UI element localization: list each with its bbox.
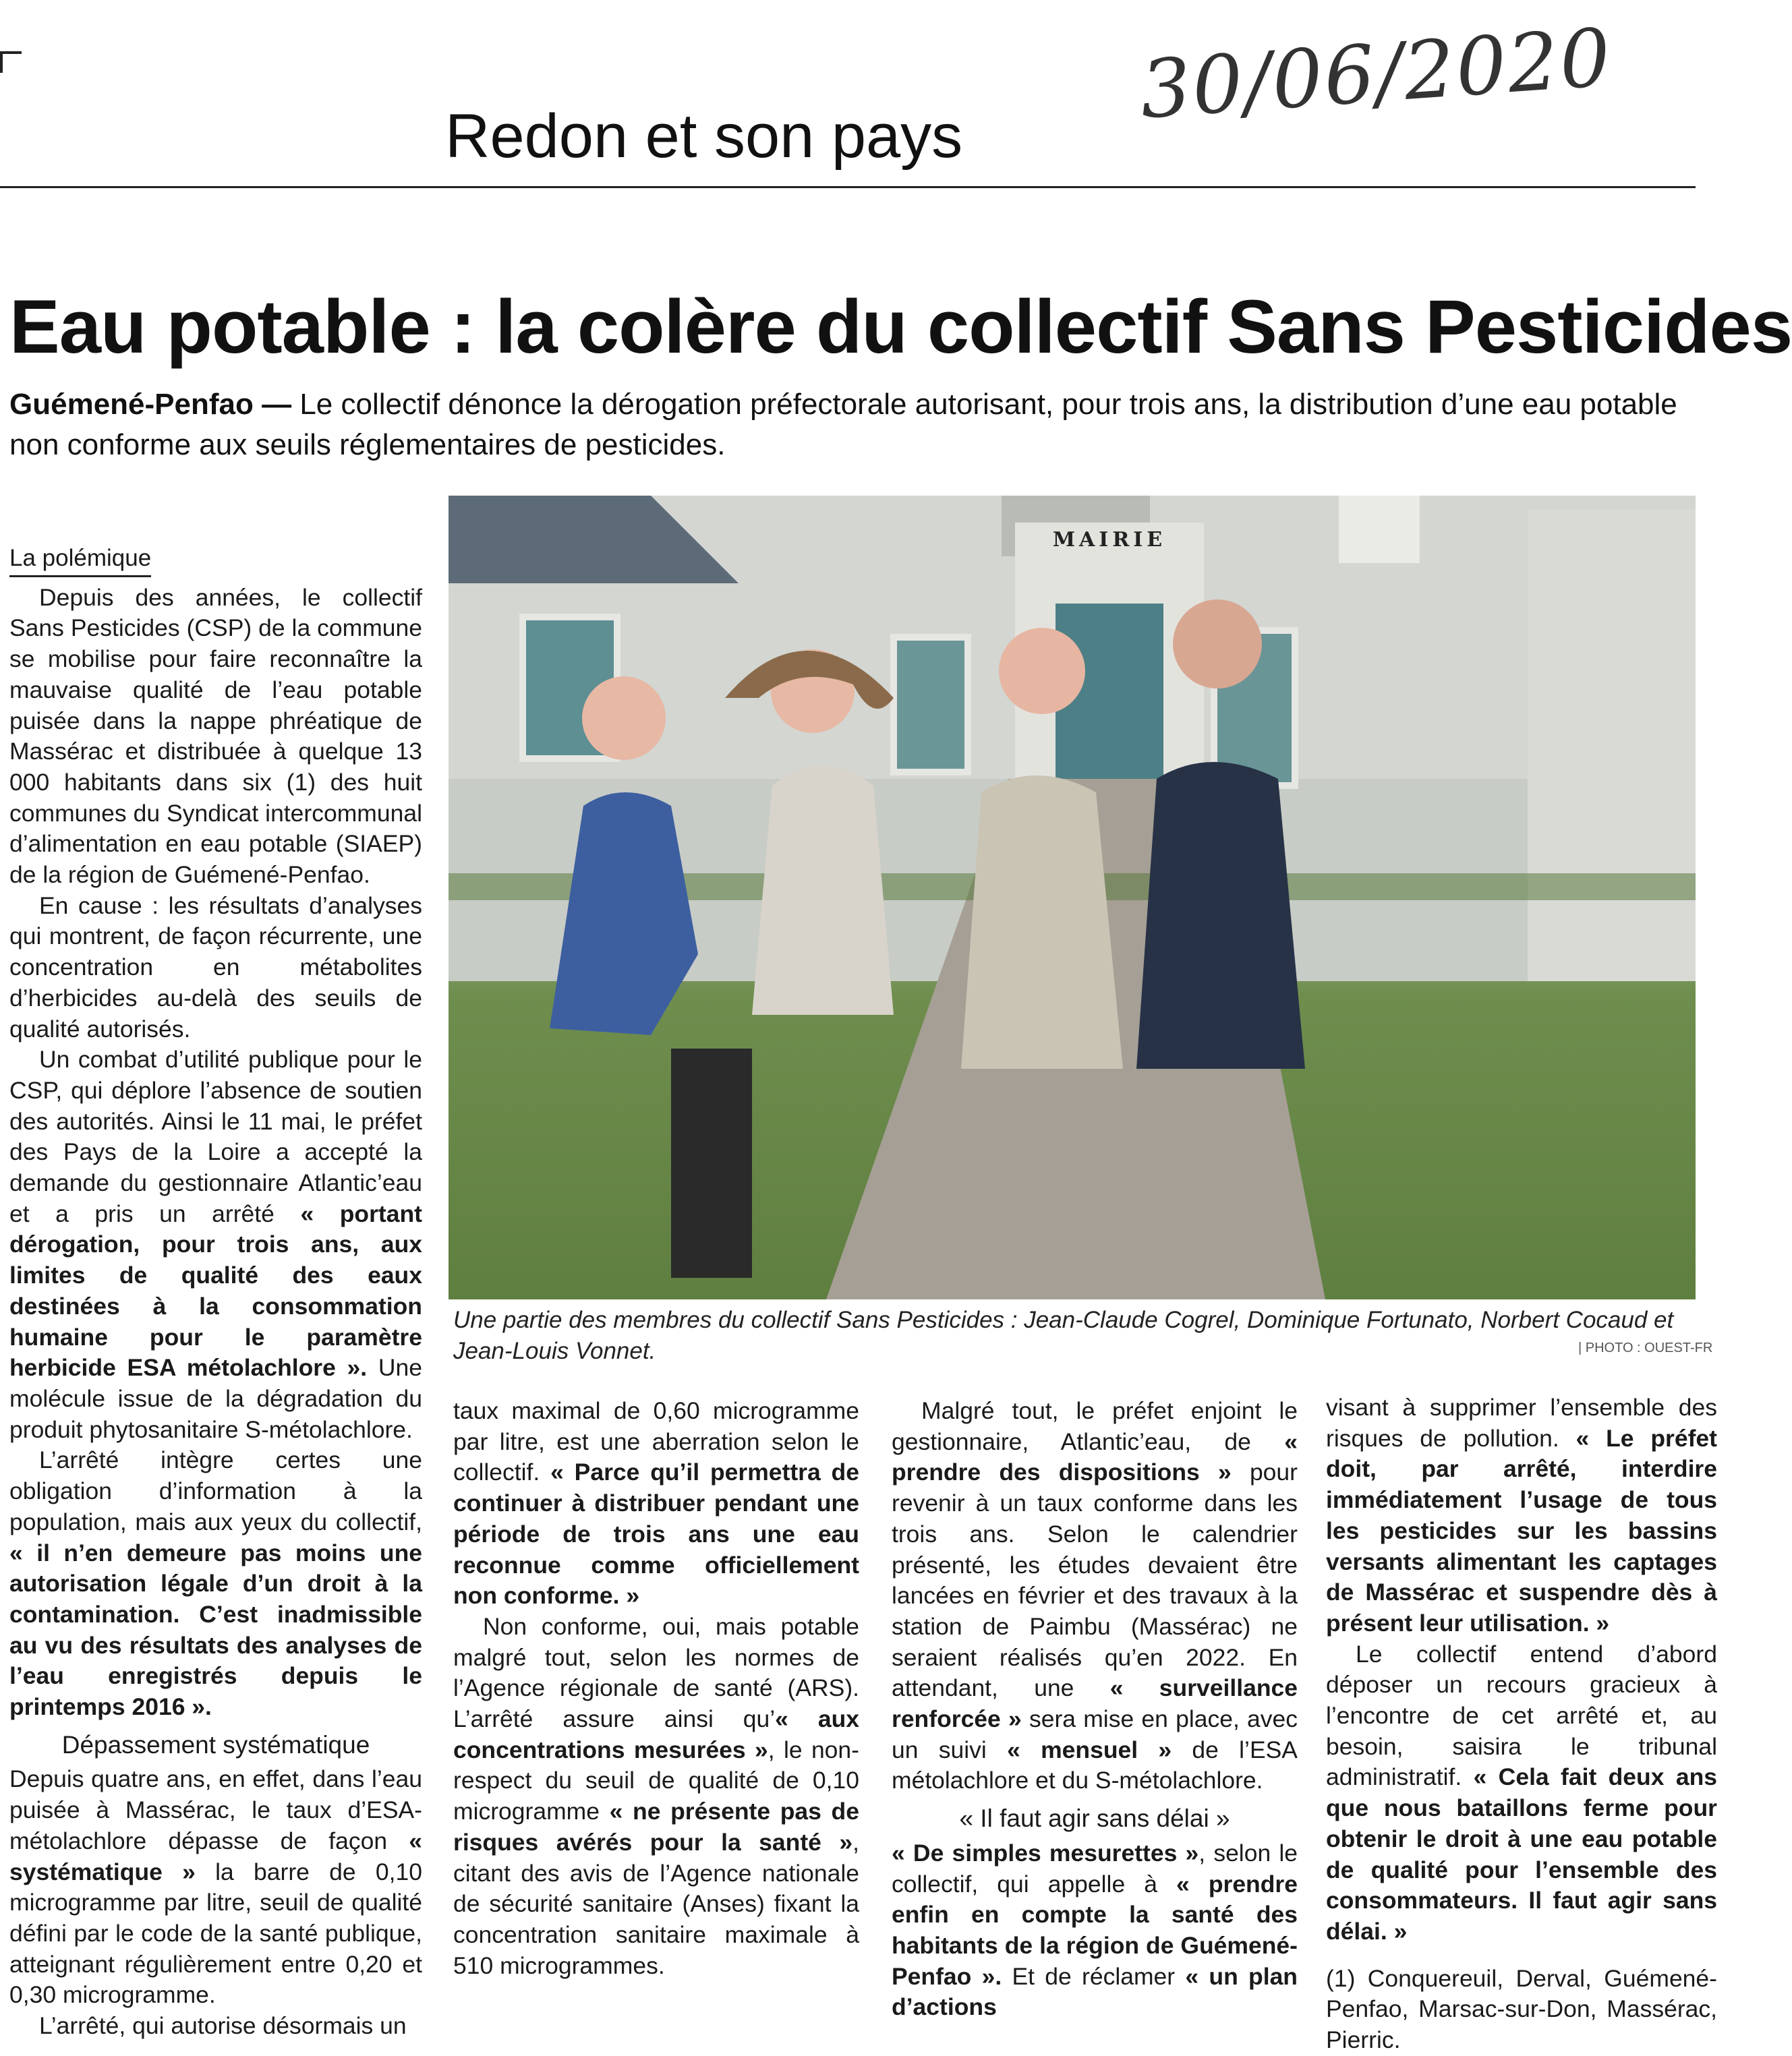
article-headline: Eau potable : la colère du collectif Sans Pesticides <box>9 285 1792 369</box>
article-lede <box>9 384 1682 465</box>
paragraph: visant à supprimer l’ensemble des risques de pollution. « Le préfet doit, par arrêté, interdire immédiatement l’usage de tous les pesticides sur les bassins versants alimentant les captages de Massérac et suspendre dès à présent leur utilisation. » <box>1326 1394 1717 1637</box>
photo-caption: Une partie des membres du collectif Sans Pesticides : Jean-Claude Cogrel, Dominique Fortunato, Norbert Cocaud et Jean-Louis Vonnet. <box>453 1307 1674 1364</box>
kicker-label: La polémique <box>9 543 151 577</box>
paragraph: Depuis quatre ans, en effet, dans l’eau puisée à Massérac, le taux d’ESA-métolachlore dépasse de façon « systématique » la barre de 0,10 microgramme par litre, seuil de qualité défini par le code de la santé publique, atteignant régulièrement entre 0,20 et 0,30 microgramme. <box>9 1765 422 2009</box>
article-photo <box>449 496 1696 1299</box>
paragraph: Depuis des années, le collectif Sans Pesticides (CSP) de la commune se mobilise pour faire reconnaître la mauvaise qualité de l’eau potable puisée dans la nappe phréatique de Massérac et distribuée à quelque 13 000 habitants dans six (1) des huit communes du Syndicat intercommunal d’alimentation en eau potable (SIAEP) de la région de Guémené-Penfao. <box>9 583 422 889</box>
subheading: Dépassement systématique <box>61 1730 370 1759</box>
mairie-sign: MAIRIE <box>1052 528 1167 552</box>
paragraph: « De simples mesurettes », selon le collectif, qui appelle à « prendre enfin en compte la santé des habitants de la région de Guémené-Penfao ». Et de réclamer « un plan d’actions <box>892 1839 1298 2021</box>
section-rule <box>0 186 1696 188</box>
photo-illustration <box>449 496 1696 1299</box>
paragraph: taux maximal de 0,60 microgramme par litre, est une aberration selon le collectif. « Parce qu’il permettra de continuer à distribuer pendant une période de trois ans une eau reconnue comme officiellement non conforme. » <box>453 1397 859 1610</box>
paragraph: Un combat d’utilité publique pour le CSP, qui déplore l’absence de soutien des autorités. Ainsi le 11 mai, le préfet des Pays de la Loire a accepté la demande du gestionnaire Atlantic’eau et a pris un arrêté « portant dérogation, pour trois ans, aux limites de qualité des eaux destinées à la consommation humaine pour le paramètre herbicide ESA métolachlore ». Une molécule issue de la dégradation du produit phytosanitaire S-métolachlore. <box>9 1046 422 1443</box>
handwritten-date: 30/06/2020 <box>1137 10 1615 137</box>
crop-mark <box>0 51 22 73</box>
footnote: (1) Conquereuil, Derval, Guémené-Penfao, Marsac-sur-Don, Massérac, Pierric. <box>1326 1964 1717 2054</box>
paragraph: Le collectif entend d’abord déposer un recours gracieux à l’encontre de cet arrêté et, au besoin, saisira le tribunal administratif. « Cela fait deux ans que nous bataillons ferme pour obtenir le droit à une eau potable de qualité pour l’ensemble des consommateurs. Il faut agir sans délai. » <box>1326 1640 1717 1945</box>
lede-location: Guémené-Penfao — <box>9 388 292 421</box>
paragraph: L’arrêté, qui autorise désormais un <box>39 2012 407 2040</box>
photo-credit: | PHOTO : OUEST-FR <box>1578 1341 1713 1355</box>
section-title: Redon et son pays <box>445 102 963 171</box>
paragraph: Non conforme, oui, mais potable malgré tout, selon les normes de l’Agence régionale de santé (ARS). L’arrêté assure ainsi qu’« aux concentrations mesurées », le non-respect du seuil de qualité de 0,10 microgramme « ne présente pas de risques avérés pour la santé », citant des avis de l’Agence nationale de sécurité sanitaire (Anses) fixant la concentration sanitaire maximale à 510 microgrammes. <box>453 1612 860 1979</box>
lede-text: Le collectif dénonce la dérogation préfectorale autorisant, pour trois ans, la distribution d’une eau potable non conforme aux seuils réglementaires de pesticides. <box>9 388 1677 461</box>
article-column-2 <box>453 1396 859 1981</box>
article-column-1 <box>9 543 422 2042</box>
paragraph: En cause : les résultats d’analyses qui montrent, de façon récurrente, une concentration en métabolites d’herbicides au-delà des seuils de qualité autorisés. <box>9 891 422 1042</box>
article-column-3 <box>892 1396 1298 2023</box>
paragraph: L’arrêté intègre certes une obligation d’information à la population, mais aux yeux du collectif, « il n’en demeure pas moins une autorisation légale d’un droit à la contamination. C’est inadmissible au vu des résultats des analyses de l’eau enregistrés depuis le printemps 2016 ». <box>9 1446 422 1721</box>
paragraph: Malgré tout, le préfet enjoint le gestionnaire, Atlantic’eau, de « prendre des dispositions » pour revenir à un taux conforme dans les trois ans. Selon le calendrier présenté, les études devaient être lancées en février et des travaux à la station de Paimbu (Massérac) ne seraient réalisés qu’en 2022. En attendant, une « surveillance renforcée » sera mise en place, avec un suivi « mensuel » de l’ESA métolachlore et du S-métolachlore. <box>892 1397 1298 1794</box>
subheading: « Il faut agir sans délai » <box>959 1804 1230 1833</box>
article-column-4 <box>1326 1392 1717 2056</box>
